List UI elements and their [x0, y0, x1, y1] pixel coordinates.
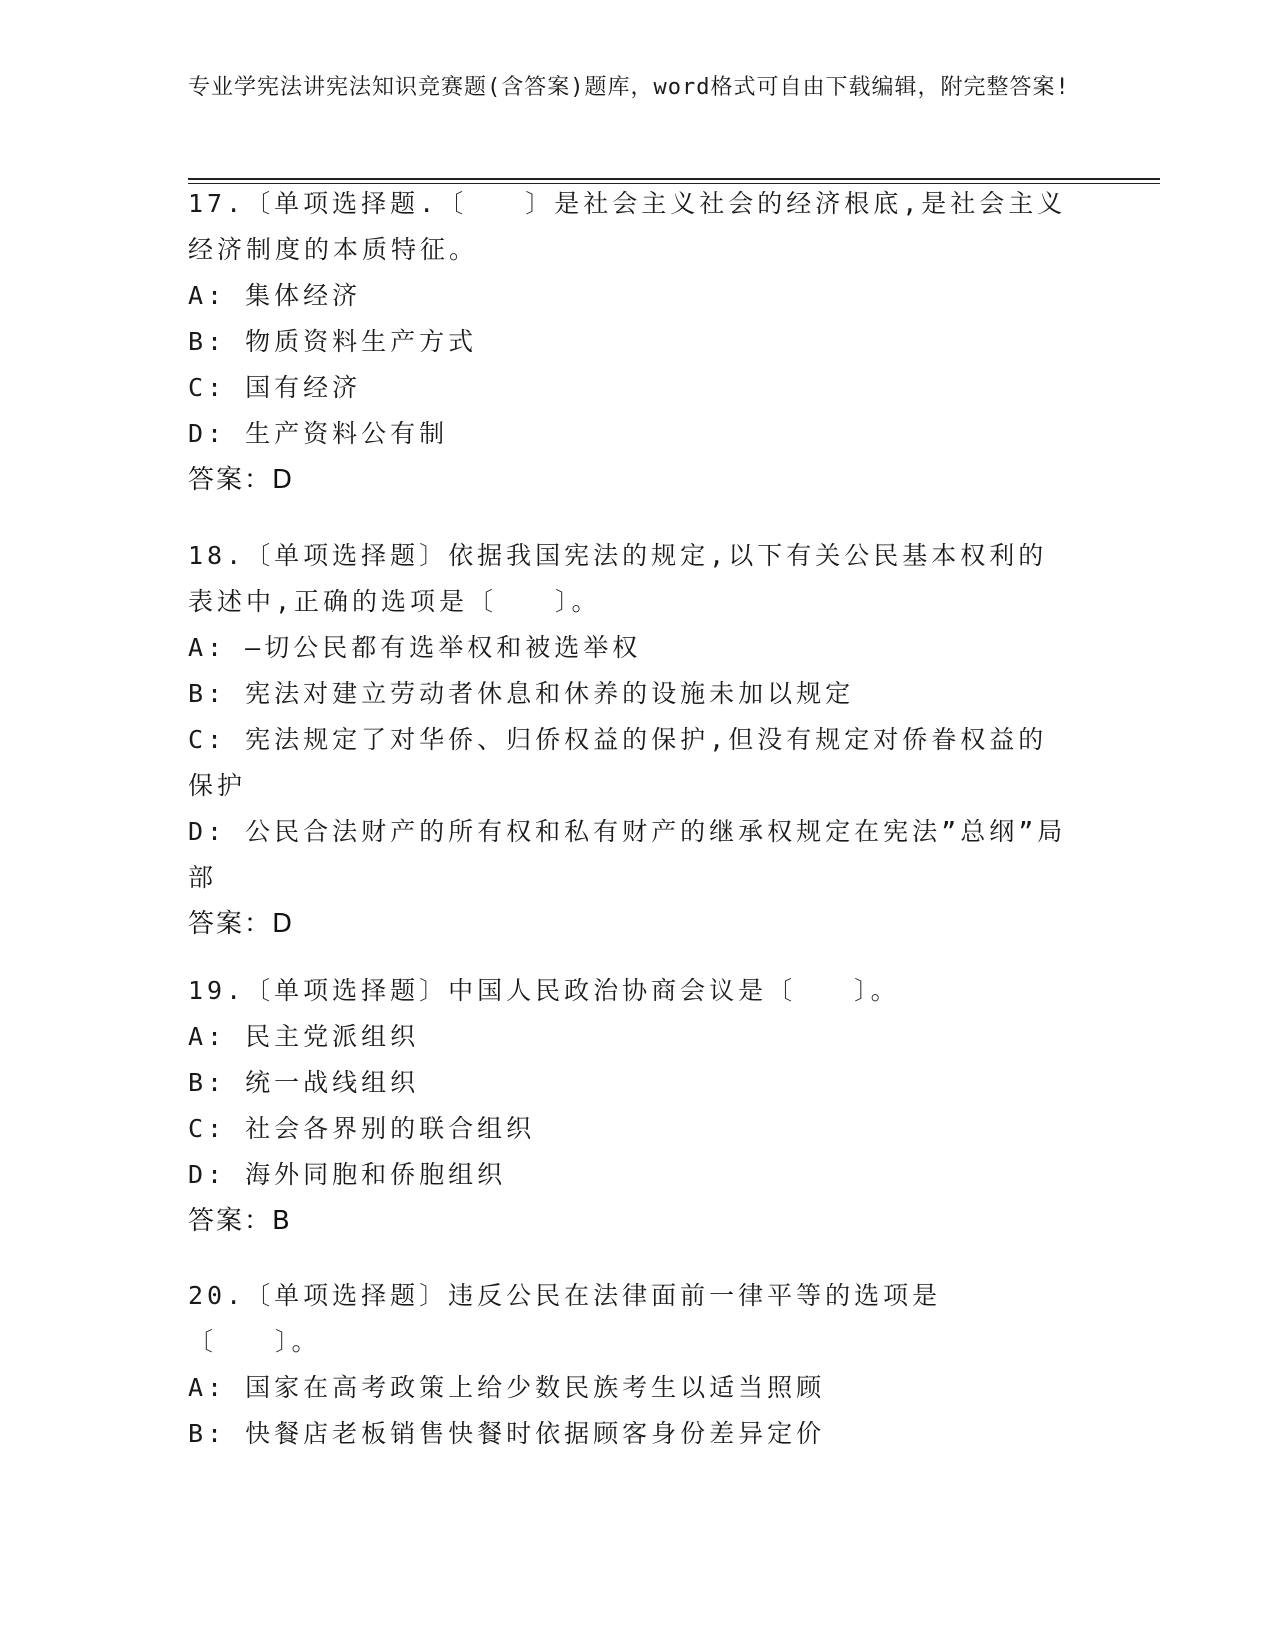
question-17: [188, 181, 1068, 503]
option-b: [188, 1411, 1068, 1457]
option-d: [188, 809, 1068, 901]
option-text: 物质资料生产方式: [245, 327, 478, 356]
header-rule-thick: [188, 178, 1160, 180]
option-text: 生产资料公有制: [245, 419, 449, 448]
option-letter: A:: [188, 1022, 227, 1051]
question-19: [188, 968, 1068, 1244]
option-text: 统一战线组织: [245, 1068, 420, 1097]
option-letter: D:: [188, 1160, 227, 1189]
question-18: [188, 533, 1068, 947]
option-letter: D:: [188, 817, 227, 846]
option-a: [188, 625, 1068, 671]
option-b: [188, 319, 1068, 365]
option-text: 社会各界别的联合组织: [245, 1114, 536, 1143]
option-letter: B:: [188, 1419, 227, 1448]
option-d: [188, 1152, 1068, 1198]
option-text: 海外同胞和侨胞组织: [245, 1160, 507, 1189]
document-header: 专业学宪法讲宪法知识竞赛题(含答案)题库，word格式可自由下载编辑，附完整答案!: [188, 75, 1070, 100]
option-letter: A:: [188, 633, 227, 662]
option-c: [188, 1106, 1068, 1152]
question-stem: 19.〔单项选择题〕中国人民政治协商会议是〔 〕。: [188, 976, 900, 1005]
option-letter: D:: [188, 419, 227, 448]
option-text: 快餐店老板销售快餐时依据顾客身份差异定价: [245, 1419, 826, 1448]
option-text: 民主党派组织: [245, 1022, 420, 1051]
answer: 答案：D: [188, 909, 295, 939]
option-letter: C:: [188, 725, 227, 754]
option-text: 宪法规定了对华侨、归侨权益的保护,但没有规定对侨眷权益的保护: [188, 725, 1048, 800]
question-stem: 17.〔单项选择题.〔 〕是社会主义社会的经济根底,是社会主义经济制度的本质特征。: [188, 189, 1067, 264]
option-letter: B:: [188, 1068, 227, 1097]
option-a: [188, 1014, 1068, 1060]
option-text: 宪法对建立劳动者休息和休养的设施未加以规定: [245, 679, 855, 708]
question-stem: 18.〔单项选择题〕依据我国宪法的规定,以下有关公民基本权利的表述中,正确的选项是〔 〕。: [188, 541, 1048, 616]
question-stem: 20.〔单项选择题〕违反公民在法律面前一律平等的选项是〔 〕。: [188, 1281, 942, 1356]
answer: 答案：D: [188, 465, 295, 495]
option-d: [188, 411, 1068, 457]
option-text: 集体经济: [245, 281, 362, 310]
option-letter: A:: [188, 281, 227, 310]
option-letter: C:: [188, 373, 227, 402]
option-letter: B:: [188, 679, 227, 708]
option-letter: B:: [188, 327, 227, 356]
answer: 答案：B: [188, 1206, 292, 1236]
option-letter: C:: [188, 1114, 227, 1143]
option-text: 公民合法财产的所有权和私有财产的继承权规定在宪法”总纲”局部: [188, 817, 1067, 892]
option-c: [188, 717, 1068, 809]
option-a: [188, 1365, 1068, 1411]
option-a: [188, 273, 1068, 319]
question-20: [188, 1273, 1068, 1457]
option-b: [188, 1060, 1068, 1106]
option-letter: A:: [188, 1373, 227, 1402]
option-text: 国有经济: [245, 373, 362, 402]
option-b: [188, 671, 1068, 717]
option-text: 国家在高考政策上给少数民族考生以适当照顾: [245, 1373, 826, 1402]
option-text: —切公民都有选举权和被选举权: [245, 633, 642, 662]
option-c: [188, 365, 1068, 411]
